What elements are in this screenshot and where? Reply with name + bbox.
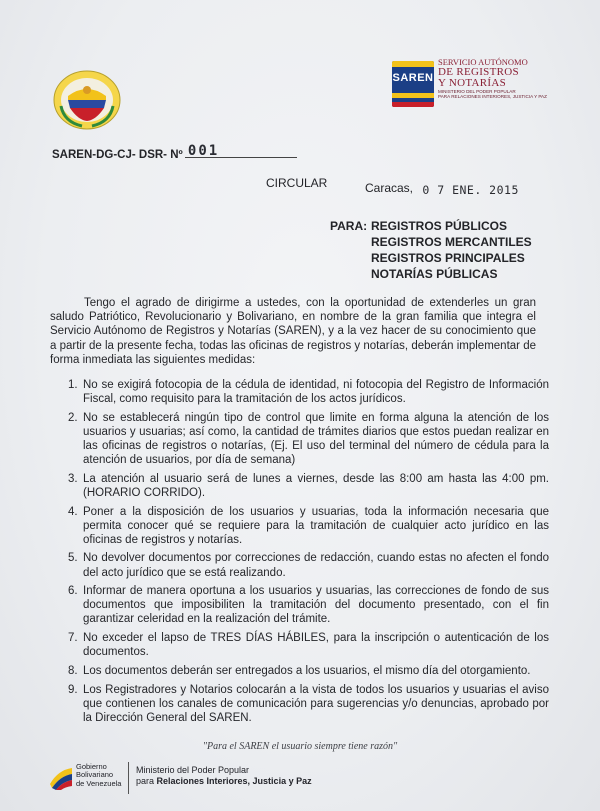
measure-number: 1.: [68, 379, 78, 391]
footer-divider: [128, 762, 129, 794]
gov-line: de Venezuela: [76, 778, 122, 788]
measure-text: No se exigirá fotocopia de la cédula de identidad, ni fotocopia del Registro de Información Fiscal, como requisito para la tramitación de los actos jurídicos.: [83, 379, 549, 406]
measure-item: [50, 683, 549, 725]
ministry-line-2-bold: Relaciones Interiores, Justicia y Paz: [156, 776, 312, 786]
saren-box-word: SAREN: [392, 72, 434, 84]
measure-number: 7.: [68, 632, 78, 645]
recipient-item: REGISTROS PÚBLICOS: [371, 219, 508, 233]
saren-line-2: DE REGISTROS: [438, 65, 519, 78]
gov-line: Gobierno: [76, 762, 107, 771]
measure-text: La atención al usuario será de lunes a viernes, desde las 8:00 am hasta las 4:00 pm. (HORARIO CORRIDO).: [83, 472, 549, 499]
measure-number: 6.: [68, 585, 78, 598]
saren-line-3: Y NOTARÍAS: [438, 77, 507, 90]
reference-handwritten-number: 001: [187, 143, 220, 159]
gov-line: Bolivariano: [76, 770, 114, 780]
measure-item: [50, 551, 549, 579]
measure-number: 9.: [68, 683, 78, 696]
document-type: CIRCULAR: [266, 176, 328, 190]
gov-label: [76, 763, 121, 788]
measure-item: [50, 584, 549, 626]
measure-text: No devolver documentos por correcciones de redacción, cuando estas no afecten el fondo del acto jurídico que se está realizando.: [83, 552, 549, 579]
measure-number: 3.: [68, 472, 78, 485]
ministry-label: [136, 765, 312, 787]
measure-text: No exceder el lapso de TRES DÍAS HÁBILES, para la inscripción o autenticación de los documentos.: [83, 632, 549, 659]
date-line: [365, 181, 519, 195]
measure-item: [50, 505, 549, 547]
saren-line-5: PARA RELACIONES INTERIORES, JUSTICIA Y PAZ: [438, 93, 547, 99]
venezuela-flag-icon: [48, 764, 74, 790]
ministry-line-1: Ministerio del Poder Popular: [136, 765, 250, 775]
measure-item: [50, 664, 549, 678]
saren-box-icon: [392, 61, 434, 107]
recipient-item: NOTARÍAS PÚBLICAS: [371, 267, 498, 281]
measure-number: 4.: [68, 505, 78, 518]
recipients-label: PARA:: [330, 219, 368, 233]
reference-underline: [185, 157, 297, 158]
saren-line-4: MINISTERIO DEL PODER POPULAR: [438, 89, 516, 95]
measure-item: [50, 378, 549, 406]
date-place: Caracas,: [365, 181, 414, 195]
recipient-item: REGISTROS MERCANTILES: [371, 235, 532, 249]
reference-prefix: SAREN-DG-CJ- DSR- Nº: [52, 149, 183, 161]
venezuela-coat-of-arms-seal-icon: [52, 68, 122, 130]
measure-item: [50, 631, 549, 659]
saren-line-1: SERVICIO AUTÓNOMO: [438, 57, 528, 67]
measure-item: [50, 472, 549, 500]
recipient-item: REGISTROS PRINCIPALES: [371, 251, 525, 265]
intro-paragraph: Tengo el agrado de dirigirme a ustedes, con la oportunidad de extenderles un gran saludo Patriótico, Revolucionario y Bolivariano, en nombre de la gran familia que integra el Servicio Autónomo de Registros y Notarías (SAREN), y a la vez hacer de su conocimiento que a partir de la presente fecha, todas las oficinas de registros y notarías, deberán implementar de forma inmediata las siguientes medidas:: [50, 297, 536, 366]
measure-text: Poner a la disposición de los usuarios y usuarias, toda la información necesaria que permita conocer qué se requiere para la tramitación de cualquier acto jurídico en las oficinas de registros y notarías.: [83, 505, 549, 546]
measure-item: [50, 411, 549, 467]
measure-text: Los documentos deberán ser entregados a los usuarios, el mismo día del otorgamiento.: [83, 664, 531, 677]
footer-motto: "Para el SAREN el usuario siempre tiene razón": [202, 741, 398, 752]
measure-text: No se establecerá ningún tipo de control que limite en forma alguna la atención de los usuarios y usuarias; así como, la cantidad de trámites diarios que estos puedan realizar en las oficinas de registros o notarías, (Ej. El uso del terminal del número de cédula para la atención de usuarios, por día de semana): [83, 411, 549, 467]
ministry-line-2-prefix: para: [136, 776, 157, 786]
date-stamp: 0 7 ENE. 2015: [422, 183, 519, 197]
measure-number: 2.: [68, 411, 78, 424]
measure-number: 5.: [68, 552, 78, 565]
measure-text: Los Registradores y Notarios colocarán a la vista de todos los usuarios y usuarias el aviso que contienen los canales de comunicación para sugerencias y/o denuncias, aprobado por la Dirección General del SAREN.: [83, 683, 549, 724]
measure-number: 8.: [68, 664, 78, 677]
measure-text: Informar de manera oportuna a los usuarios y usuarias, las correcciones de fondo de sus documentos que imposibiliten la tramitación del documento presentado, con el fin garantizar celeridad en la realización del trámite.: [83, 585, 549, 626]
saren-logo: [392, 57, 547, 112]
reference-number: [52, 143, 220, 162]
ministry-line-2: [136, 776, 312, 787]
measures-list: [50, 378, 550, 729]
